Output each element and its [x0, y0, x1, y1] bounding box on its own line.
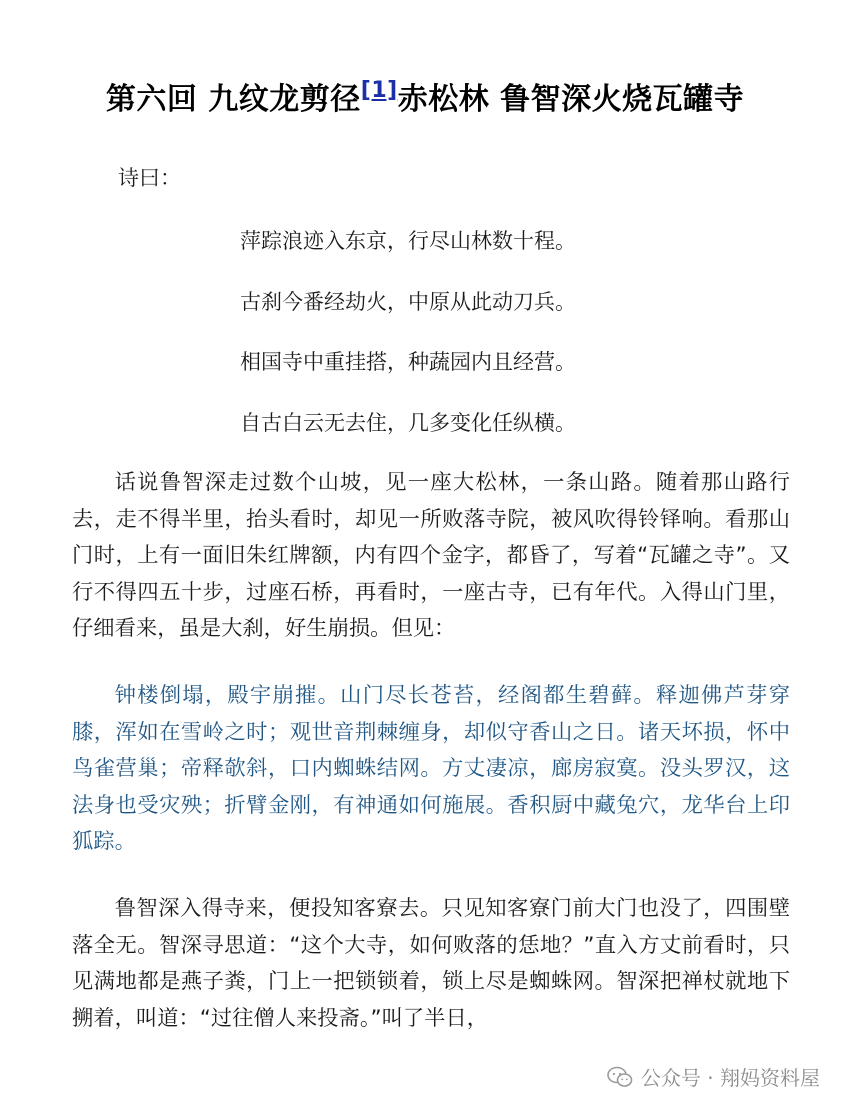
chapter-title-part2: 赤松林 鲁智深火烧瓦罐寺: [397, 82, 745, 117]
paragraph-narrative: 鲁智深入得寺来，便投知客寮去。只见知客寮门前大门也没了，四围壁落全无。智深寻思道：“这个大寺，如何败落的恁地？”直入方丈前看时，只见满地都是燕子粪，门上一把锁锁着，锁上尽是蜘蛛网。智深把禅杖就地下搠着，叫道：“过往僧人来投斋。”叫了半日，: [72, 896, 790, 1031]
poem-line: 自古白云无去住，几多变化任纵横。: [240, 411, 576, 435]
chapter-title-part1: 第六回 九纹龙剪径: [105, 82, 361, 117]
wechat-icon: [607, 1066, 633, 1088]
poem-line: 古刹今番经劫火，中原从此动刀兵。: [240, 290, 576, 314]
watermark-text: 公众号 · 翔妈资料屋: [640, 1066, 820, 1090]
poem-intro: 诗曰：: [118, 166, 181, 190]
chapter-title: [0, 74, 850, 118]
footnote-link[interactable]: [1]: [360, 78, 398, 103]
paragraph-narrative: 话说鲁智深走过数个山坡，见一座大松林，一条山路。随着那山路行去，走不得半里，抬头看时，却见一所败落寺院，被风吹得铃铎响。看那山门时，上有一面旧朱红牌额，内有四个金字，都昏了，写着“瓦罐之寺”。又行不得四五十步，过座石桥，再看时，一座古寺，已有年代。入得山门里，仔细看来，虽是大刹，好生崩损。但见：: [72, 470, 790, 641]
watermark: [607, 1062, 820, 1091]
poem-line: 萍踪浪迹入东京，行尽山林数十程。: [240, 229, 576, 253]
poem-line: 相国寺中重挂搭，种蔬园内且经营。: [240, 350, 576, 374]
paragraph-verse-description: 钟楼倒塌，殿宇崩摧。山门尽长苍苔，经阁都生碧藓。释迦佛芦芽穿膝，浑如在雪岭之时；观世音荆棘缠身，却似守香山之日。诸天坏损，怀中鸟雀营巢；帝释欹斜，口内蜘蛛结网。方丈凄凉，廊房寂寞。没头罗汉，这法身也受灾殃；折臂金刚，有神通如何施展。香积厨中藏兔穴，龙华台上印狐踪。: [72, 683, 790, 854]
